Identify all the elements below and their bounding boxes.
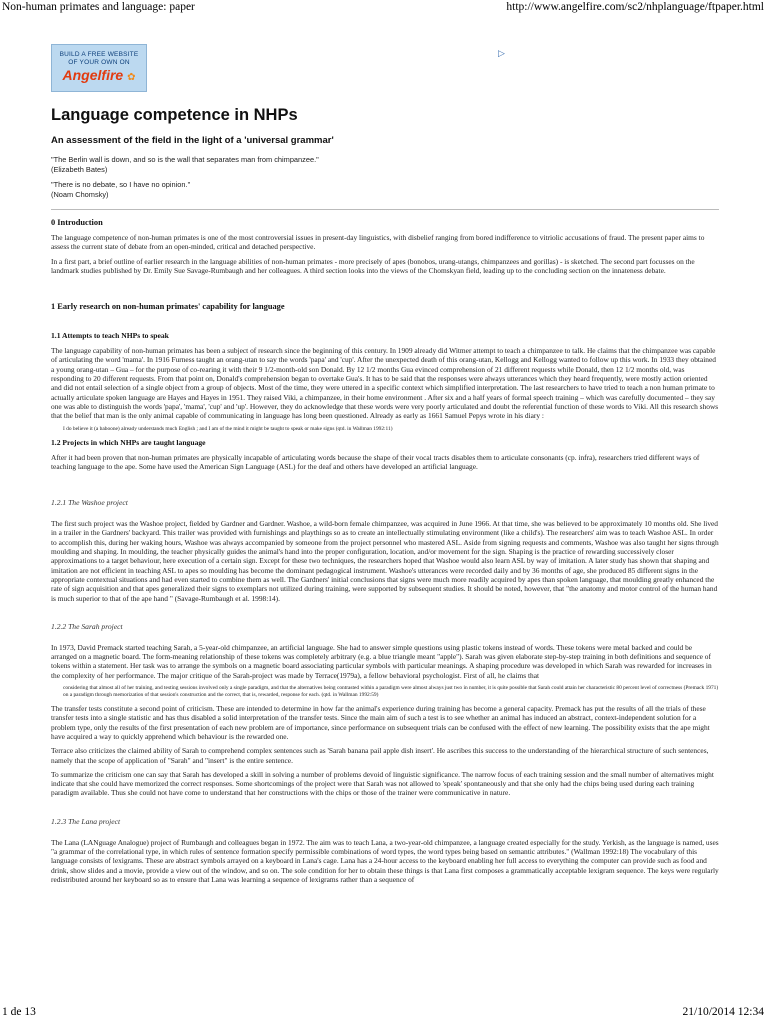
block-quote: I do believe it (a baboone) already understands much English ; and I am of the mind it might be taught to speak or make signs (qtd. in Wallman 1992:11) <box>63 425 393 432</box>
paragraph: The transfer tests constitute a second point of criticism. These are intended to determine in how far the animal's experience during training has become a general capacity. Premack has put the results of all the trials of these transfer tests into a single statistic and has thus disabled a solid interpretation of the transfer tests. Since the main aim of such a test is to see whether an animal has induced an abstract, context-independent solution for a problem type, only the results of the first presentation of each new problem are of importance, since performance on subsequent trials can be confused with the effect of new learning. The possibility exists that the ape might have acquired a way to quickly apprehend which behaviour is the rewarded one. <box>51 704 710 741</box>
banner-brand <box>52 68 146 85</box>
quote-author: (Elizabeth Bates) <box>51 164 108 174</box>
section-heading-1-2: 1.2 Projects in which NHPs are taught language <box>51 437 206 447</box>
quote-text: "There is no debate, so I have no opinion." <box>51 180 191 189</box>
print-footer <box>0 1002 768 1024</box>
page-number: 1 de 13 <box>2 1006 36 1018</box>
section-heading-1-2-2: 1.2.2 The Sarah project <box>51 621 123 631</box>
paragraph: The language capability of non-human primates has been a subject of research since the beginning of this century. In 1909 already did Witmer attempt to teach a chimpanzee to talk. He claims that the chimpanzee was capable of articulating the word 'mama'. In 1916 Furness taught an orang-utan to say the words 'papa' and 'cup'. After the unexpected death of this orang-utan, Kellogg and Kellogg wanted to follow up this work. In 1933 they obtained a young orang-utan – Gua – for the purpose of co-rearing it with their 9 1/2-month-old son Donald. By 12 1/2 months Gua evinced comprehension of 21 different requests while Donald, then 12 1/2 months old, was responding to 20 different requests. From that point on, Donald's comprehension began to overtake Gua's. It has to be said that the responses were always utterances which they heard frequently, were mostly action oriented and did not entail selection of a single object from a group of objects. Most of the time, they were uttered in a specific context which simplified interpretation. The last researchers to have tried to teach a non human primate to actually articulate spoken language are Hayes and Hayes in 1951. They raised Viki, a chimpanzee, in their home environment . After six and a half years of formal speech training – which was carefully documented – they say one was able to distinguish the words 'papa', 'mama', 'cup' and 'up'. However, they do acknowledge that these words were very poorly articulated and doubt the referential function of these words to Viki. All this research shows that the belief that man is the only animal capable of communicating in language has long been questioned. Already as early as 1661 Samuel Pepys wrote in his diary : <box>51 346 719 421</box>
section-heading-introduction: 0 Introduction <box>51 218 103 227</box>
banner-brand-text: Angelfire <box>62 67 124 83</box>
paragraph: The Lana (LANguage Analogue) project of Rumbaugh and colleagues began in 1972. The aim was to teach Lana, a two-year-old chimpanzee, a language created especially for the study. Yerkish, as the language is named, uses "a grammar of the correlational type, in which rules of sentence formation specify permissible combinations of word types, the word types being based on semantic attributes." (Wallman 1992:18) The vocabulary of this language consists of lexigrams. These are abstract symbols arrayed on a keyboard in Lana's cage. Lana has a 24-hour access to the keyboard enabling her full access to everything the computer can provide such as food and drink, show slides and a movie, provide a view out of the window, and so on. The sole condition for her to obtain these things is that Lana first composes a grammatically acceptable lexigram sequence. The keys were regularly redistributed around her keyboard so as to ensure that Lana was learning a sequence of lexigrams rather than a sequence of <box>51 837 719 884</box>
ad-choices-icon[interactable]: ▷ <box>498 48 505 58</box>
print-page-url[interactable]: http://www.angelfire.com/sc2/nhplanguage/ftpaper.html <box>506 1 764 13</box>
page-title: Language competence in NHPs <box>51 106 298 124</box>
divider <box>51 209 719 210</box>
epigraph-quote-1 <box>51 155 719 174</box>
block-quote: considering that almost all of her training, and testing sessions involved only a single paradigm, and that the alternatives being contrasted within a paradigm were almost always just two in number, it is quite possible that Sarah could attain her characteristic 80 percent level of correctness (Premack 1971) on a paradigm through memorization of that session's construction and the correct, that is, rewarded, response for each. (qtd. in Wallman 1992:59) <box>63 685 719 699</box>
quote-text: "The Berlin wall is down, and so is the wall that separates man from chimpanzee." <box>51 155 319 164</box>
print-header <box>0 0 768 18</box>
paragraph: The language competence of non-human primates is one of the most controversial issues in present-day linguistics, with disbelief ranging from bored indifference to vitriolic accusations of fraud. The present paper aims to assess the current state of debate from an open-minded, critical and detached perspective. <box>51 233 705 252</box>
quote-author: (Noam Chomsky) <box>51 189 109 199</box>
paragraph: Terrace also criticizes the claimed ability of Sarah to comprehend complex sentences such as 'Sarah banana pail apple dish insert'. He ascribes this success to the understanding of the hierarchical structure of such sentences, namely that the scope of application of "Sarah" and "insert" is the entire sentence. <box>51 746 709 765</box>
print-timestamp: 21/10/2014 12:34 <box>682 1006 764 1018</box>
paragraph: The first such project was the Washoe project, fielded by Gardner and Gardner. Washoe, a wild-born female chimpanzee, was acquired in June 1966. At that time, she was believed to be approximately 10 months old. She lived in a trailer in the Gardners' backyard. This trailer was provided with furnishings and playthings so as to create an intellectually stimulating environment (like a child's). The researchers' aim was to teach Washoe ASL. In order to accomplish this, during her waking hours, Washoe was always accompanied by someone from the project personnel who mastered ASL. Aside from signing requests and comments, Washoe was also taught her signs through moulding and shaping. In moulding, the teacher physically guides the animal's hand into the proper configuration, location, and/or movement for the sign. Shaping is the practice of rewarding successively closer approximations to a target behaviour, here execution of a certain sign. Except for these two techniques, the researchers hoped that Washoe would also learn ASL by way of imitation. A later study has shown that shaping and imitation are not efficient in teaching ASL to apes so moulding has become the dominant pedagogical instrument. Washoe's utterances were recorded daily and by 36 months of age, she produced 85 different signs in the appropriate contextual situations and had even started to combine them as well. The Gardners' initial conclusions that signs were much more readily acquired by apes than spoken language, that moulding greatly enhanced the rate of sign acquisition and that apes generalized their signs to exemplars not utilized during training, were supported by subsequent studies. It should be noted, however, that "the anatomy and motor control of the human hand is much superior to that of the ape hand " (Savage-Rumbaugh et al. 1998:14). <box>51 519 719 603</box>
article <box>51 104 719 889</box>
paragraph: To summarize the criticism one can say that Sarah has developed a skill in solving a number of problems devoid of linguistic significance. The narrow focus of each training session and the small number of alternatives might indicate that she could have memorized the correct responses. Some shortcomings of the project were that Sarah was not allowed to 'speak' spontaneously and that she only had the chips being used during each training paradigm available. Thus she could not have come to understand that her constructions with the chips or those of the trainer were communicative in nature. <box>51 769 714 798</box>
section-heading-1: 1 Early research on non-human primates' capability for language <box>51 302 285 312</box>
section-heading-1-1: 1.1 Attempts to teach NHPs to speak <box>51 331 169 341</box>
banner-line-1: BUILD A FREE WEBSITE <box>59 51 139 58</box>
epigraph-quote-2 <box>51 180 719 199</box>
section-heading-1-2-3: 1.2.3 The Lana project <box>51 816 121 826</box>
flame-icon: ✿ <box>127 72 136 83</box>
paragraph: In 1973, David Premack started teaching Sarah, a 5-year-old chimpanzee, an artificial language. She had to answer simple questions using plastic tokens instead of words. These tokens were metal backed and could be arranged on a magnetic board. The form-meaning relationship of these tokens was completely arbitrary (e.g. a blue triangle meant "apple"). Sarah was given elaborate step-by-step training in both definitions and sequence of tokens within a statement. Her task was to arrange the symbols on a magnetic board associating particular symbols with particular meanings. A shaping procedure was developed in which Sarah was rewarded for increases in the complexity of her performance. The major critique of the Sarah-project was made by Terrace(1979a), a fellow behavioral psychologist. First of all, he claims that <box>51 642 712 680</box>
angelfire-ad-banner[interactable] <box>51 44 147 92</box>
paragraph: In a first part, a brief outline of earlier research in the language abilities of non-human primates - more precisely of apes (bonobos, urang-utangs, chimpanzees and gorillas) - is sketched. The second part focusses on the landmark studies published by Dr. Emily Sue Savage-Rumbaugh and her colleagues. A third section looks into the views of the Chomskyan field, leading up to the concluding section on the innateness debate. <box>51 256 695 275</box>
print-page-title: Non-human primates and language: paper <box>2 1 195 13</box>
page-subtitle: An assessment of the field in the light of a 'universal grammar' <box>51 135 334 146</box>
paragraph: After it had been proven that non-human primates are physically incapable of articulating words because the shape of their vocal tracts disables them to articulate consonants (cp. infra), researchers tried different ways of teaching language to the ape. Some have used the American Sign Language (ASL) for the deaf and others have developed an artificial language. <box>51 452 700 471</box>
banner-line-2: OF YOUR OWN ON <box>68 59 130 66</box>
section-heading-1-2-1: 1.2.1 The Washoe project <box>51 498 128 508</box>
